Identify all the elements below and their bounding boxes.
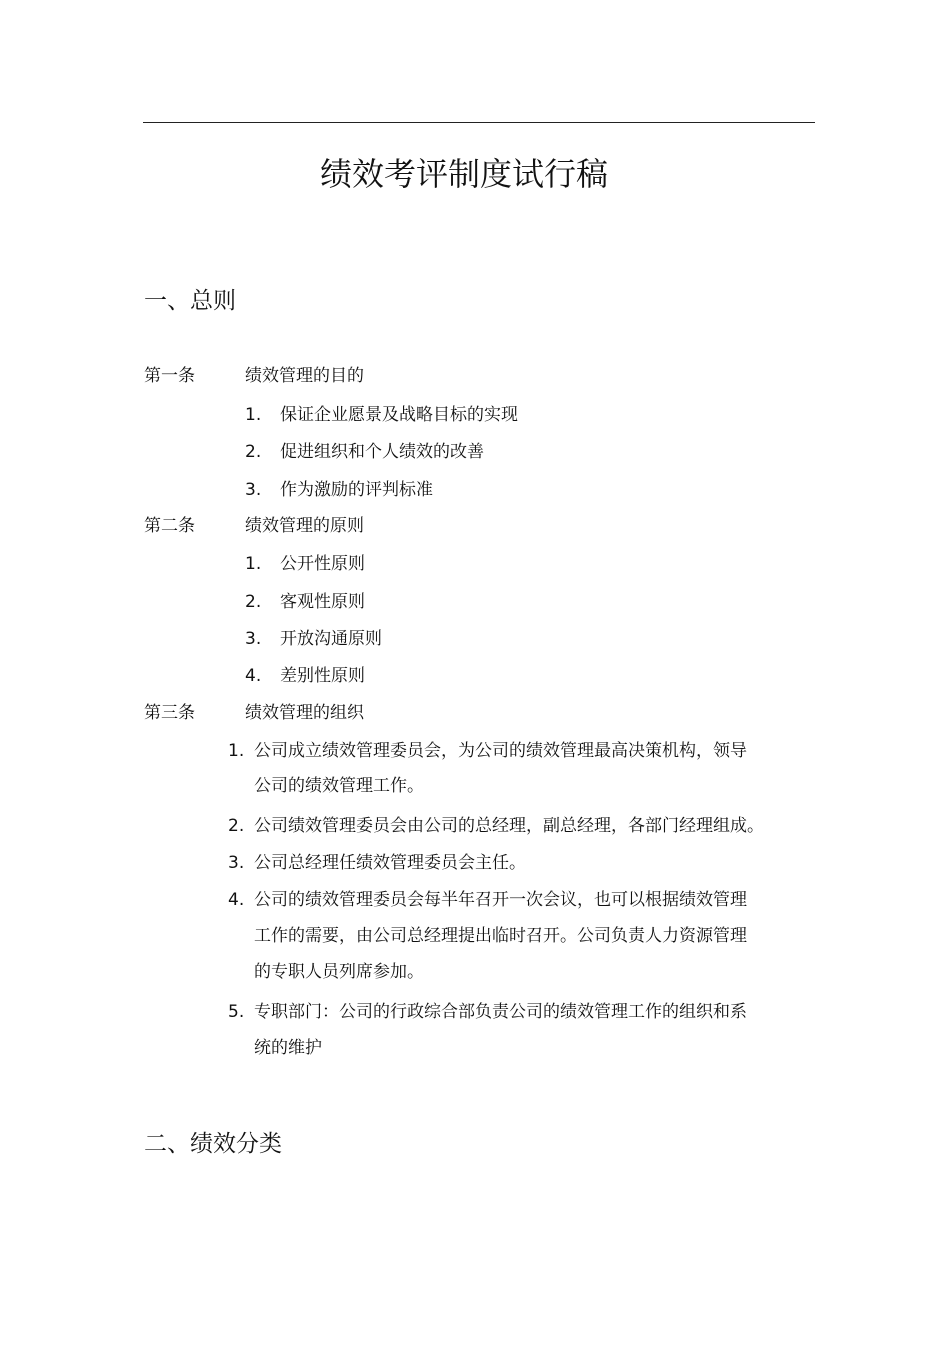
list-item-number: 4. bbox=[228, 890, 245, 910]
list-item-number: 1. bbox=[228, 741, 245, 761]
list-item-text: 公司总经理任绩效管理委员会主任。 bbox=[254, 853, 526, 873]
list-item-text: 专职部门：公司的行政综合部负责公司的绩效管理工作的组织和系 bbox=[254, 1002, 747, 1022]
list-item-text: 作为激励的评判标准 bbox=[280, 480, 433, 500]
list-item-number: 2. bbox=[245, 442, 262, 462]
document-title: 绩效考评制度试行稿 bbox=[319, 155, 608, 193]
article-label: 第二条 bbox=[144, 516, 195, 536]
list-item-text: 公司的绩效管理委员会每半年召开一次会议，也可以根据绩效管理 bbox=[254, 890, 747, 910]
list-item-text-continued: 统的维护 bbox=[254, 1038, 322, 1058]
article-title: 绩效管理的组织 bbox=[245, 703, 364, 723]
list-item-text: 公开性原则 bbox=[280, 554, 365, 574]
list-item-text: 促进组织和个人绩效的改善 bbox=[280, 442, 484, 462]
list-item-text: 公司绩效管理委员会由公司的总经理，副总经理，各部门经理组成。 bbox=[254, 816, 764, 836]
list-item-number: 2. bbox=[245, 592, 262, 612]
list-item-text: 差别性原则 bbox=[280, 666, 365, 686]
list-item-text: 公司成立绩效管理委员会，为公司的绩效管理最高决策机构，领导 bbox=[254, 741, 747, 761]
list-item-number: 4. bbox=[245, 666, 262, 686]
list-item-number: 3. bbox=[245, 480, 262, 500]
section-heading-performance-categories: 二、绩效分类 bbox=[144, 1131, 282, 1157]
list-item-text-continued: 工作的需要，由公司总经理提出临时召开。公司负责人力资源管理 bbox=[254, 926, 747, 946]
list-item-number: 3. bbox=[245, 629, 262, 649]
list-item-number: 1. bbox=[245, 405, 262, 425]
list-item-number: 3. bbox=[228, 853, 245, 873]
article-label: 第一条 bbox=[144, 366, 195, 386]
list-item-text: 保证企业愿景及战略目标的实现 bbox=[280, 405, 518, 425]
article-title: 绩效管理的原则 bbox=[245, 516, 364, 536]
list-item-text: 客观性原则 bbox=[280, 592, 365, 612]
list-item-text: 开放沟通原则 bbox=[280, 629, 382, 649]
list-item-text-continued: 公司的绩效管理工作。 bbox=[254, 776, 424, 796]
list-item-number: 5. bbox=[228, 1002, 245, 1022]
article-title: 绩效管理的目的 bbox=[245, 366, 364, 386]
list-item-text-continued: 的专职人员列席参加。 bbox=[254, 962, 424, 982]
list-item-number: 1. bbox=[245, 554, 262, 574]
section-heading-general: 一、总则 bbox=[144, 288, 236, 314]
header-rule bbox=[143, 122, 815, 123]
article-label: 第三条 bbox=[144, 703, 195, 723]
list-item-number: 2. bbox=[228, 816, 245, 836]
